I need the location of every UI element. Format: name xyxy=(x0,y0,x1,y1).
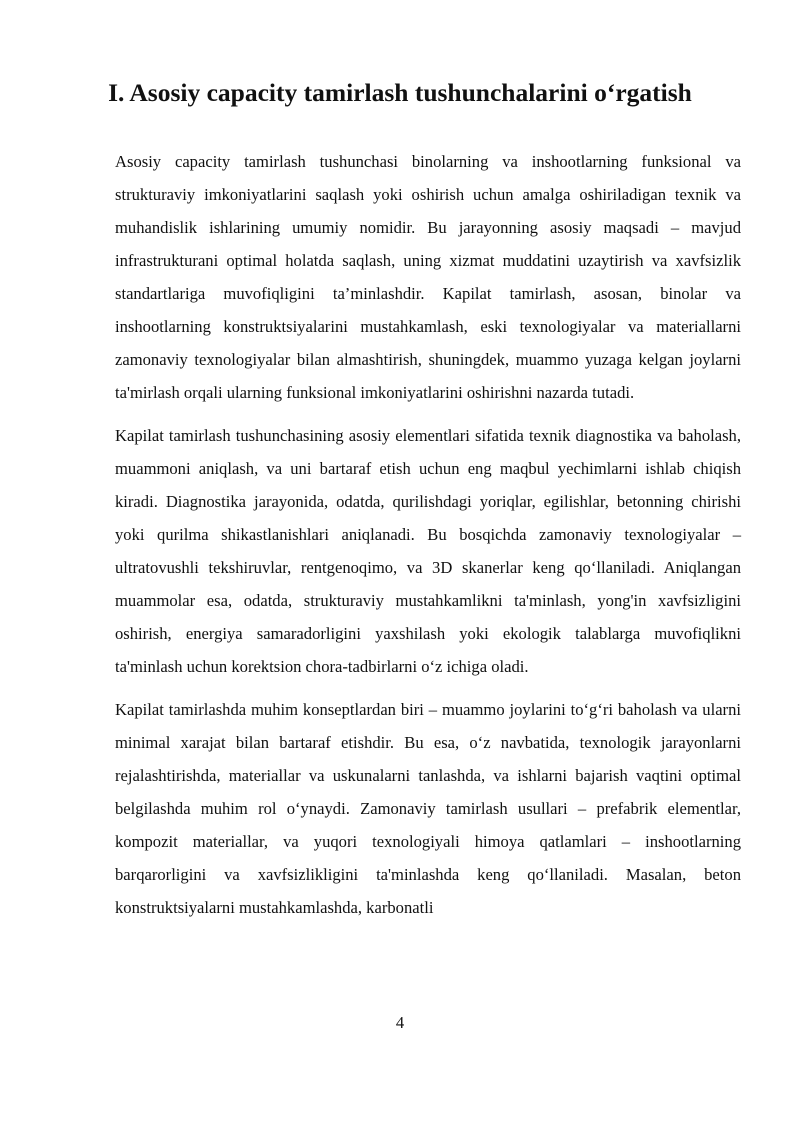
paragraph-2: Kapilat tamirlash tushunchasining asosiy elementlari sifatida texnik diagnostika va baholash, muammoni aniqlash, va uni bartaraf etish uchun eng maqbul yechimlarni ishlab chiqish kiradi. Diagnostika jarayonida, odatda, qurilishdagi yoriqlar, egilishlar, betonning chirishi yoki qurilma shikastlanishlari aniqlanadi. Bu bosqichda zamonaviy texnologiyalar – ultratovushli tekshiruvlar, rentgenoqimo, va 3D skanerlar keng qo‘llaniladi. Aniqlangan muammolar esa, odatda, strukturaviy mustahkamlikni ta'minlash, yong'in xavfsizligini oshirish, energiya samaradorligini yaxshilash yoki ekologik talablarga muvofiqlikni ta'minlash uchun korektsion chora-tadbirlarni o‘z ichiga oladi. xyxy=(115,426,741,676)
paragraph-1: Asosiy capacity tamirlash tushunchasi binolarning va inshootlarning funksional va strukturaviy imkoniyatlarini saqlash yoki oshirish uchun amalga oshiriladigan texnik va muhandislik ishlarining umumiy nomidir. Bu jarayonning asosiy maqsadi – mavjud infrastrukturani optimal holatda saqlash, uning xizmat muddatini uzaytirish va xavfsizlik standartlariga muvofiqligini ta’minlashdir. Kapilat tamirlash, asosan, binolar va inshootlarning konstruktsiyalarini mustahkamlash, eski texnologiyalar va materiallarni zamonaviy texnologiyalar bilan almashtirish, shuningdek, muammo yuzaga kelgan joylarni ta'mirlash orqali ularning funksional imkoniyatlarini oshirishni nazarda tutadi. xyxy=(115,152,741,402)
paragraph-3: Kapilat tamirlashda muhim konseptlardan biri – muammo joylarini to‘g‘ri baholash va ularni minimal xarajat bilan bartaraf etishdir. Bu esa, o‘z navbatida, texnologik jarayonlarni rejalashtirishda, materiallar va uskunalarni tanlashda, va ishlarni bajarish vaqtini optimal belgilashda muhim rol o‘ynaydi. Zamonaviy tamirlash usullari – prefabrik elementlar, kompozit materiallar, va yuqori texnologiyali himoya qatlamlari – inshootlarning barqarorligini va xavfsizlikligini ta'minlashda keng qo‘llaniladi. Masalan, beton konstruktsiyalarni mustahkamlashda, karbonatli xyxy=(115,700,741,917)
page-title: I. Asosiy capacity tamirlash tushunchalarini o‘rgatish xyxy=(108,78,692,107)
page-number: 4 xyxy=(395,1013,405,1032)
body-text xyxy=(115,145,741,934)
